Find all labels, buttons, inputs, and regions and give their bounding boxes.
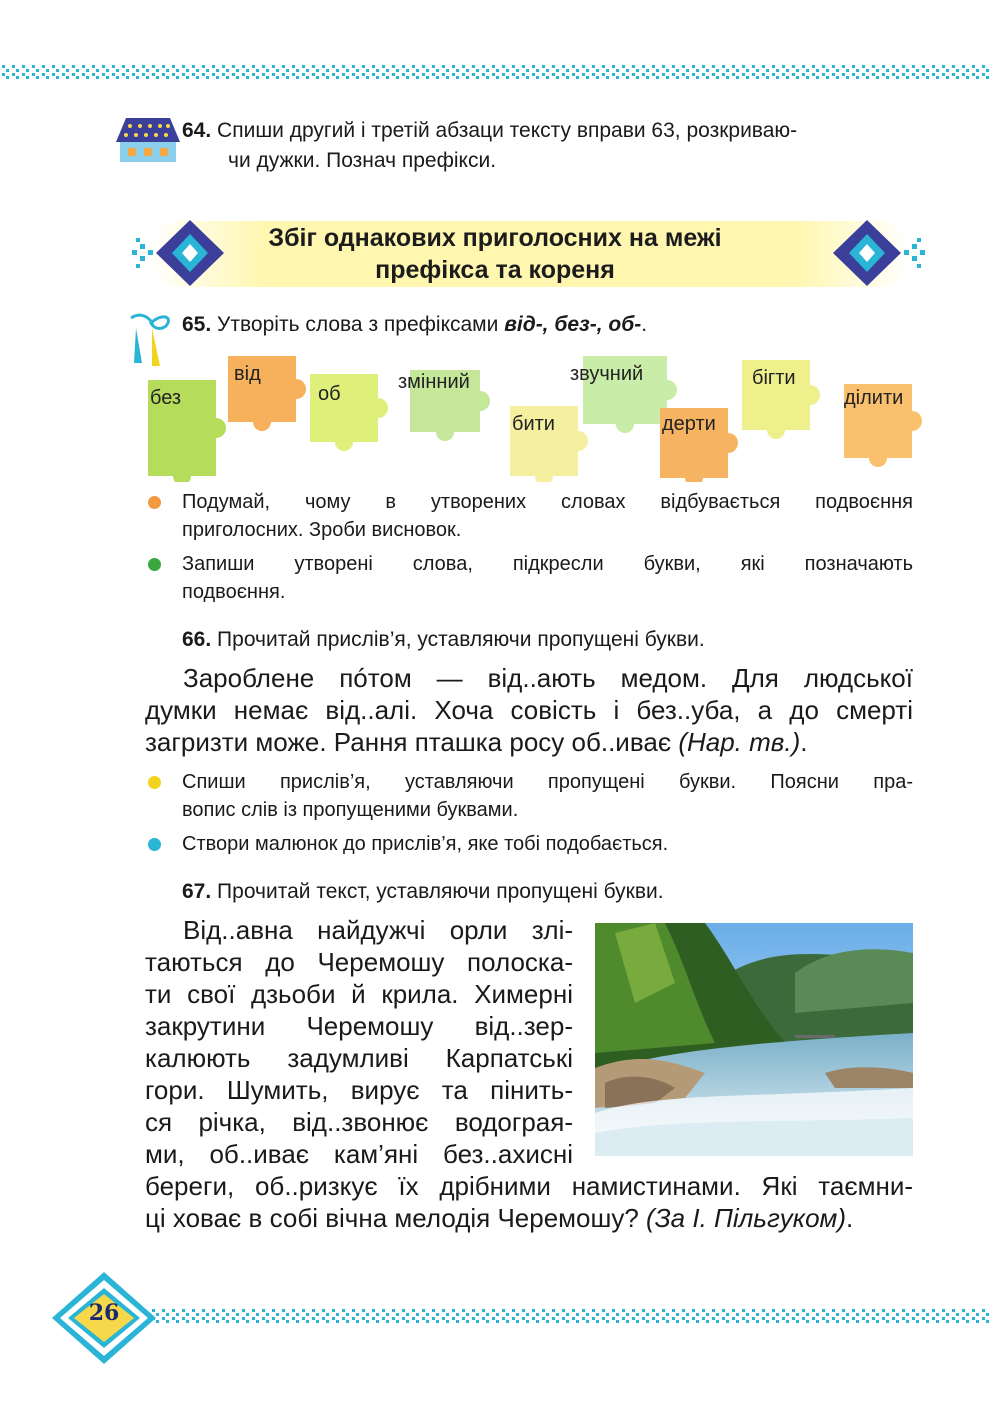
task-number: 64. bbox=[182, 119, 212, 142]
page-number: 26 bbox=[88, 1300, 120, 1326]
river-photo bbox=[595, 923, 913, 1156]
puzzle-piece-7 bbox=[660, 408, 738, 482]
bullet-line1: Спиши прислів’я, уставляючи пропущені букви. Поясни пра- bbox=[182, 771, 913, 793]
heading-line1: Збіг однакових приголосних на межі bbox=[268, 224, 722, 252]
proverbs-source: (Нар. тв.) bbox=[678, 727, 801, 757]
proverbs-line2: думки немає від..алі. Хоча совість і без..уба, а до смерті bbox=[145, 695, 913, 725]
text-line: береги, об..ризкує їх дрібними намистинами. Які таємни- bbox=[145, 1171, 913, 1201]
text-line: калюють задумливі Карпатські bbox=[145, 1043, 573, 1073]
bullet-66-1 bbox=[148, 768, 913, 826]
proverbs-line3: загризти може. Рання пташка росу об..иває bbox=[145, 727, 679, 757]
proverbs-text bbox=[145, 662, 913, 758]
proverbs-line1: Зароблене пóтом — від..ають медом. Для людської bbox=[183, 663, 913, 693]
puzzle-label: об bbox=[318, 383, 341, 405]
bullet-dot bbox=[148, 558, 161, 571]
text-line: ти свої дзьоби й крила. Химерні bbox=[145, 979, 573, 1009]
task-number: 65. bbox=[182, 313, 212, 336]
bullet-line2: приголосних. Зроби висновок. bbox=[182, 519, 462, 541]
house-icon bbox=[116, 118, 180, 164]
bullet-65-2 bbox=[148, 550, 913, 608]
bullet-line1: Подумай, чому в утворених словах відбувається подвоєння bbox=[182, 491, 913, 513]
task-number: 66. bbox=[182, 628, 212, 651]
bullet-line2: подвоєння. bbox=[182, 581, 286, 603]
puzzle-piece-8 bbox=[742, 360, 820, 439]
task-64 bbox=[182, 116, 797, 146]
bullet-line1: Запиши утворені слова, підкресли букви, які позначають bbox=[182, 553, 913, 575]
task-text: Утворіть слова з префіксами bbox=[217, 313, 505, 336]
text-line: гори. Шумить, вирує та пінить- bbox=[145, 1075, 573, 1105]
bullet-dot bbox=[148, 496, 161, 509]
text-end: . bbox=[846, 1203, 854, 1233]
puzzle-label: бігти bbox=[752, 367, 796, 389]
heading-line2: префікса та кореня bbox=[375, 256, 615, 284]
task-64-line2 bbox=[228, 146, 496, 176]
text-line: ми, об..иває кам’яні без..ахисні bbox=[145, 1139, 573, 1169]
puzzle-label: звучний bbox=[570, 363, 644, 385]
section-heading bbox=[230, 222, 760, 286]
puzzle-pieces bbox=[140, 352, 930, 482]
puzzle-label: без bbox=[150, 387, 182, 409]
puzzle-piece-5 bbox=[510, 406, 588, 482]
puzzle-piece-1 bbox=[148, 380, 226, 482]
puzzle-label: від bbox=[234, 363, 261, 385]
bullet-66-2 bbox=[148, 830, 913, 860]
left-embroidery-ornament bbox=[130, 218, 225, 288]
text-line: таються до Черемошу полоска- bbox=[145, 947, 573, 977]
puzzle-label: змінний bbox=[398, 371, 470, 393]
task-number: 67. bbox=[182, 880, 212, 903]
task-65 bbox=[182, 310, 647, 340]
bullet-dot bbox=[148, 838, 161, 851]
task-text-line1: Спиши другий і третій абзаци тексту вправи 63, розкриваю- bbox=[217, 119, 798, 142]
prefixes: від-, без-, об- bbox=[504, 313, 642, 336]
puzzle-piece-4 bbox=[398, 370, 490, 441]
puzzle-label: ділити bbox=[844, 387, 904, 409]
text-source: (За І. Пільгуком) bbox=[646, 1203, 847, 1233]
text-line: Від..авна найдужчі орли злі- bbox=[183, 915, 573, 945]
text-67-column bbox=[145, 914, 573, 1170]
puzzle-piece-9 bbox=[844, 384, 922, 467]
bullet-line1: Створи малюнок до прислів’я, яке тобі подобається. bbox=[182, 833, 669, 855]
proverbs-end: . bbox=[800, 727, 808, 757]
bullet-dot bbox=[148, 776, 161, 789]
puzzle-label: дерти bbox=[662, 413, 716, 435]
text-line: закрутини Черемошу від..зер- bbox=[145, 1011, 573, 1041]
puzzle-piece-2 bbox=[228, 356, 306, 431]
top-ornament-border bbox=[0, 64, 992, 80]
bullet-65-1 bbox=[148, 488, 913, 546]
task-66 bbox=[182, 625, 705, 655]
puzzle-label: бити bbox=[512, 413, 555, 435]
right-embroidery-ornament bbox=[832, 218, 927, 288]
bullet-line2: вопис слів із пропущеними буквами. bbox=[182, 799, 519, 821]
text-line: ці ховає в собі вічна мелодія Черемошу? bbox=[145, 1203, 647, 1233]
puzzle-piece-3 bbox=[310, 374, 388, 451]
task-67 bbox=[182, 877, 664, 907]
task-end: . bbox=[641, 313, 648, 336]
text-67-full bbox=[145, 1170, 913, 1234]
text-line: ся річка, від..звонює водограя- bbox=[145, 1107, 573, 1137]
task-text: Прочитай прислів’я, уставляючи пропущені букви. bbox=[217, 628, 705, 651]
task-text: Прочитай текст, уставляючи пропущені букви. bbox=[217, 880, 664, 903]
task-text-line2: чи дужки. Познач префікси. bbox=[228, 149, 497, 172]
